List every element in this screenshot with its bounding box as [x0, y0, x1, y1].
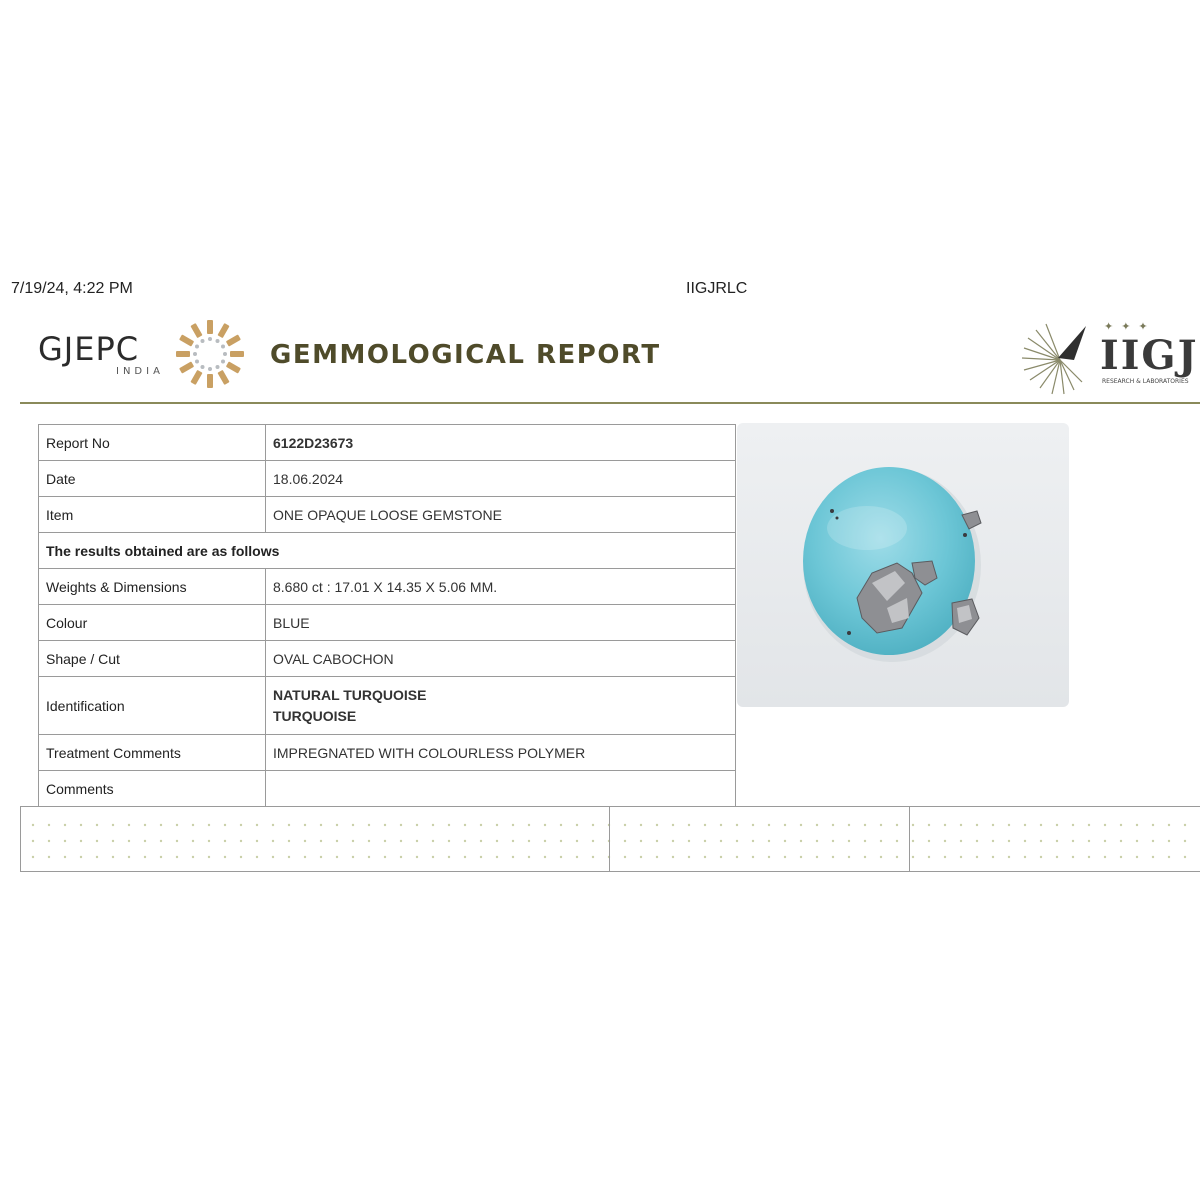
- sparkle-icon: ✦✦✦: [1104, 321, 1156, 333]
- report-table: [38, 424, 736, 807]
- print-page-title: IIGJRLC: [686, 280, 748, 297]
- table-row: [39, 771, 736, 807]
- weights-label: Weights & Dimensions: [39, 569, 266, 605]
- weights-value: 8.680 ct : 17.01 X 14.35 X 5.06 MM.: [266, 569, 736, 605]
- iigj-logo-text: IIGJ: [1100, 332, 1199, 379]
- table-row: [39, 735, 736, 771]
- print-header: [0, 280, 1200, 302]
- comments-value: [266, 771, 736, 807]
- identification-line-2: TURQUOISE: [273, 707, 357, 724]
- item-label: Item: [39, 497, 266, 533]
- colour-label: Colour: [39, 605, 266, 641]
- item-value: ONE OPAQUE LOOSE GEMSTONE: [266, 497, 736, 533]
- colour-value: BLUE: [266, 605, 736, 641]
- iigj-logo: [1018, 318, 1200, 398]
- gjepc-logo-text: GJEPC: [38, 330, 140, 368]
- table-row: [39, 677, 736, 735]
- starburst-icon: [1018, 318, 1100, 398]
- table-row: [39, 461, 736, 497]
- iigj-logo-subtitle: RESEARCH & LABORATORIES: [1102, 378, 1189, 385]
- shape-label: Shape / Cut: [39, 641, 266, 677]
- gjepc-logo-subtitle: INDIA: [116, 366, 164, 377]
- comments-label: Comments: [39, 771, 266, 807]
- date-label: Date: [39, 461, 266, 497]
- report-title: GEMMOLOGICAL REPORT: [270, 340, 661, 370]
- band-divider: [609, 807, 610, 871]
- table-row: [39, 569, 736, 605]
- gemstone-photo: [737, 423, 1069, 707]
- table-row: [39, 605, 736, 641]
- identification-value: [266, 677, 736, 735]
- results-heading: The results obtained are as follows: [39, 533, 736, 569]
- gjepc-logo: [38, 318, 248, 390]
- turquoise-gem-image: [737, 423, 1069, 707]
- report-no-value: 6122D23673: [266, 425, 736, 461]
- table-row: [39, 533, 736, 569]
- band-divider: [909, 807, 910, 871]
- table-row: [39, 497, 736, 533]
- identification-line-1: NATURAL TURQUOISE: [273, 686, 427, 703]
- table-row: [39, 425, 736, 461]
- treatment-value: IMPREGNATED WITH COLOURLESS POLYMER: [266, 735, 736, 771]
- sun-icon: [174, 318, 246, 390]
- treatment-label: Treatment Comments: [39, 735, 266, 771]
- shape-value: OVAL CABOCHON: [266, 641, 736, 677]
- header-divider: [20, 402, 1200, 404]
- report-no-label: Report No: [39, 425, 266, 461]
- print-datetime: 7/19/24, 4:22 PM: [11, 280, 133, 297]
- date-value: 18.06.2024: [266, 461, 736, 497]
- decorative-sparkle-band: [20, 806, 1200, 872]
- sparkle-pattern: [21, 807, 1199, 871]
- identification-label: Identification: [39, 677, 266, 735]
- table-row: [39, 641, 736, 677]
